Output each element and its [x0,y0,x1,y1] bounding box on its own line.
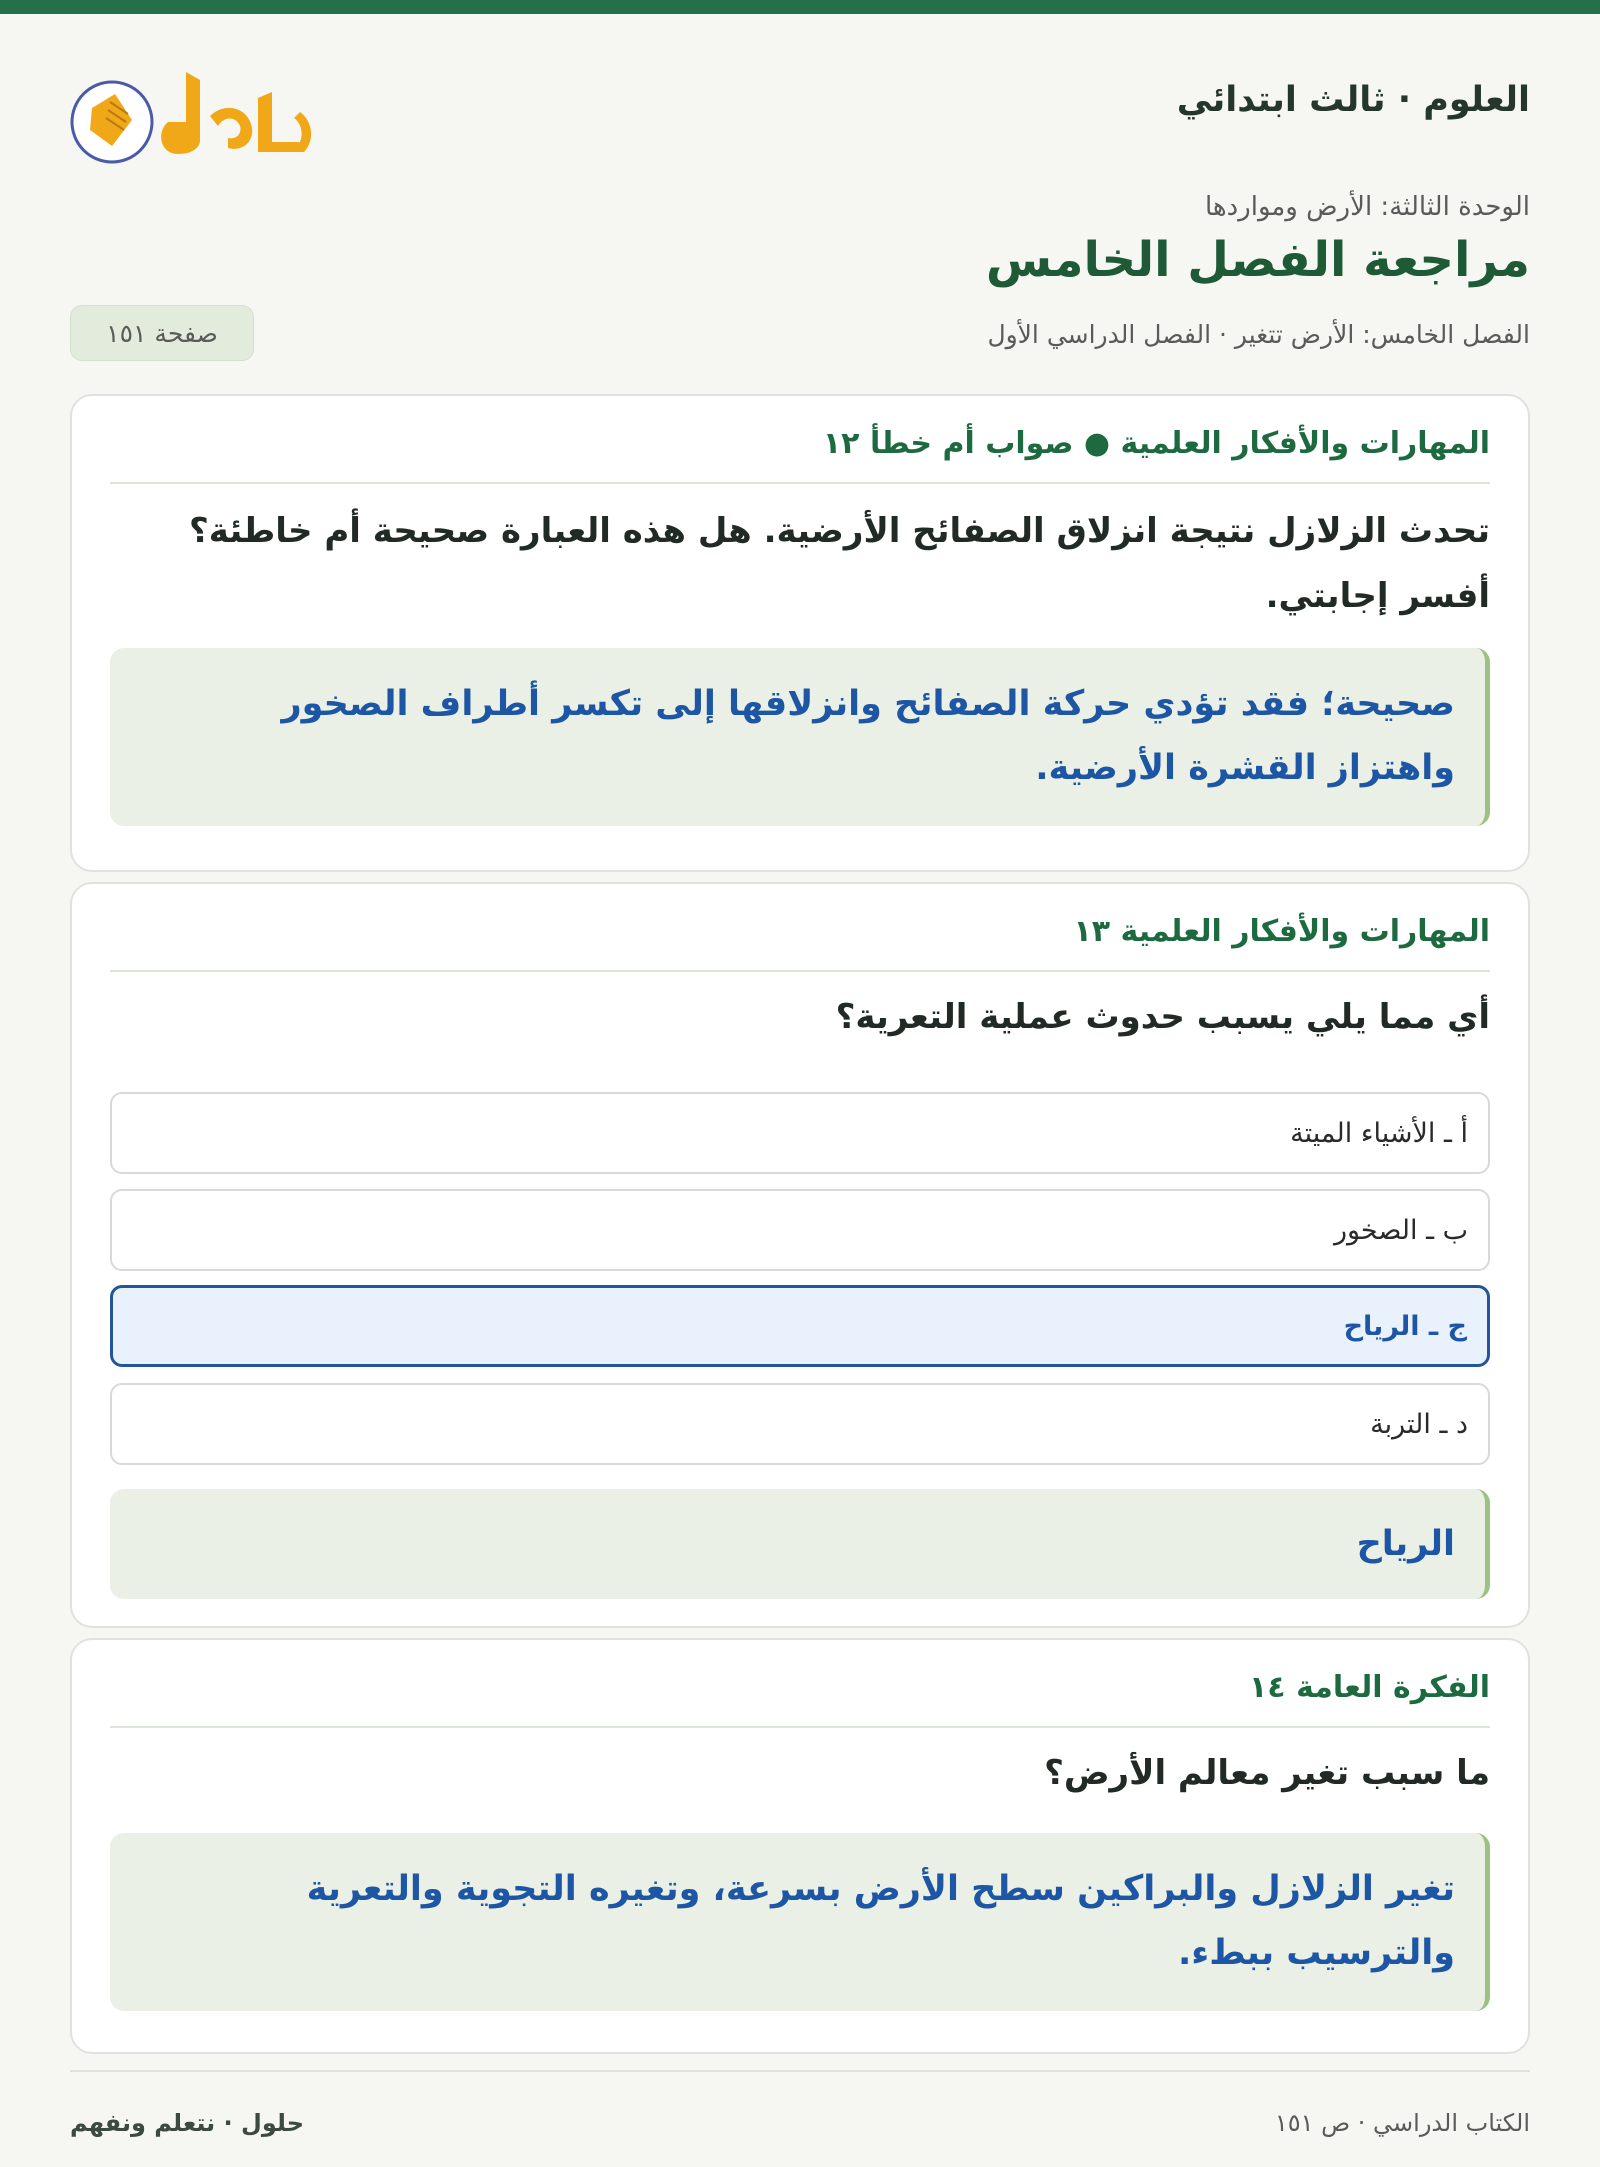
top-accent-bar [0,0,1600,14]
option-label: أ ـ الأشياء الميتة [1290,1117,1468,1149]
page [70,14,1530,2167]
answer-line: الرياح [1356,1524,1455,1564]
subject-title: العلوم · ثالث ابتدائي [1176,80,1530,120]
footer-book-page: الكتاب الدراسي · ص ١٥١ [1274,2109,1530,2137]
option-label: ب ـ الصخور [1333,1214,1468,1246]
answer-line: والترسيب ببطء. [1178,1933,1455,1973]
question-heading: الفكرة العامة ١٤ [1249,1670,1490,1705]
footer-divider [70,2070,1530,2072]
page-number-badge: صفحة ١٥١ [70,305,254,361]
answer-box [110,648,1490,826]
question-text: ما سبب تغير معالم الأرض؟ [1044,1753,1490,1793]
question-text [110,499,1490,629]
page-title: مراجعة الفصل الخامس [985,232,1530,288]
answer-line: تغير الزلازل والبراكين سطح الأرض بسرعة، وتغيره التجوية والتعرية [306,1869,1455,1909]
divider [110,1726,1490,1728]
answer-box [110,1489,1490,1599]
unit-title: الوحدة الثالثة: الأرض ومواردها [1204,192,1530,222]
answer-box [110,1833,1490,2011]
chapter-meta: الفصل الخامس: الأرض تتغير · الفصل الدراسي الأول [987,320,1530,349]
option-label: ج ـ الرياح [1343,1310,1467,1342]
divider [110,482,1490,484]
option-b[interactable] [110,1189,1490,1271]
question-card-12 [70,394,1530,872]
hulul-logo[interactable] [70,58,340,168]
option-a[interactable] [110,1092,1490,1174]
question-line: تحدث الزلازل نتيجة انزلاق الصفائح الأرضية. هل هذه العبارة صحيحة أم خاطئة؟ [189,511,1490,551]
option-c-selected[interactable] [110,1285,1490,1367]
footer-brand[interactable]: حلول · نتعلم ونفهم [70,2109,304,2137]
option-label: د ـ التربة [1370,1408,1468,1440]
answer-line: صحيحة؛ فقد تؤدي حركة الصفائح وانزلاقها إلى تكسر أطراف الصخور [281,684,1455,724]
question-card-14 [70,1638,1530,2054]
question-text: أي مما يلي يسبب حدوث عملية التعرية؟ [835,997,1490,1037]
question-heading: المهارات والأفكار العلمية ● صواب أم خطأ ١٢ [822,426,1490,461]
question-heading: المهارات والأفكار العلمية ١٣ [1073,914,1490,949]
answer-line: واهتزاز القشرة الأرضية. [1035,748,1455,788]
divider [110,970,1490,972]
question-line: أفسر إجابتي. [1265,576,1490,616]
question-card-13 [70,882,1530,1628]
option-d[interactable] [110,1383,1490,1465]
